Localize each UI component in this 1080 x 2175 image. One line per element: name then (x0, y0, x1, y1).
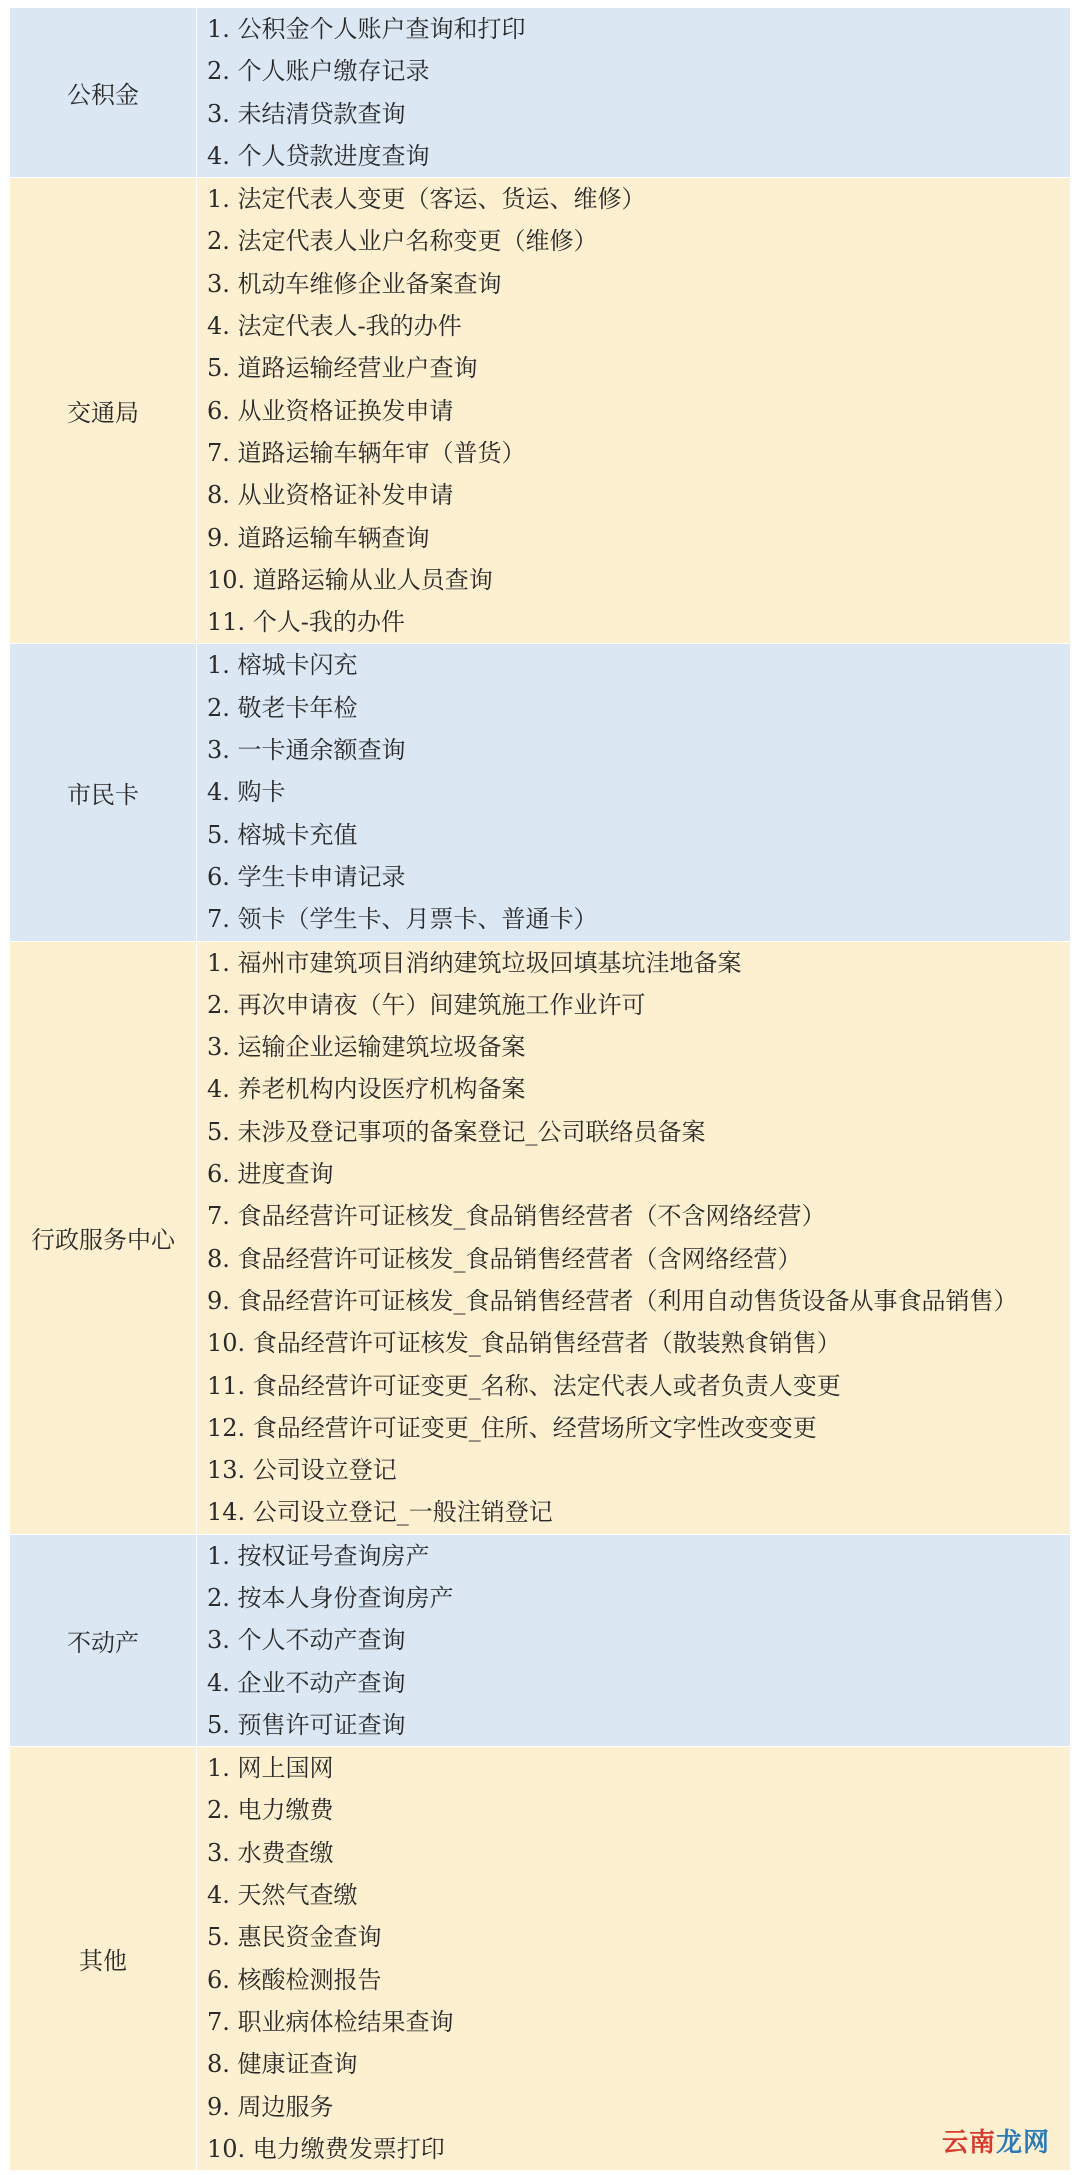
service-item: 2. 按本人身份查询房产 (207, 1583, 454, 1612)
service-item: 11. 食品经营许可证变更_名称、法定代表人或者负责人变更 (207, 1371, 841, 1400)
section-row (10, 1535, 1070, 1747)
service-item: 4. 养老机构内设医疗机构备案 (207, 1075, 526, 1104)
service-item: 4. 个人贷款进度查询 (207, 141, 430, 170)
service-list (197, 644, 1070, 940)
service-item: 3. 机动车维修企业备案查询 (207, 269, 502, 298)
service-list (197, 178, 1070, 643)
category-label: 不动产 (10, 1535, 197, 1746)
service-item: 5. 惠民资金查询 (207, 1923, 382, 1952)
section-row (10, 644, 1070, 941)
service-item: 11. 个人-我的办件 (207, 608, 405, 637)
section-row (10, 178, 1070, 644)
service-item: 4. 天然气查缴 (207, 1881, 358, 1910)
site-watermark (942, 2122, 1050, 2159)
services-table (10, 8, 1070, 2171)
service-item: 5. 道路运输经营业户查询 (207, 354, 478, 383)
service-item: 3. 水费查缴 (207, 1838, 334, 1867)
service-item: 10. 道路运输从业人员查询 (207, 565, 493, 594)
service-item: 5. 未涉及登记事项的备案登记_公司联络员备案 (207, 1117, 706, 1146)
service-item: 9. 食品经营许可证核发_食品销售经营者（利用自动售货设备从事食品销售） (207, 1286, 1018, 1315)
category-label: 公积金 (10, 8, 197, 177)
watermark-part2: 龙网 (995, 2128, 1050, 2158)
service-list (197, 1747, 1070, 2170)
service-item: 13. 公司设立登记 (207, 1456, 397, 1485)
watermark-part1: 云南 (941, 2128, 996, 2158)
service-item: 1. 福州市建筑项目消纳建筑垃圾回填基坑洼地备案 (207, 948, 742, 977)
category-label: 其他 (10, 1747, 197, 2170)
service-item: 3. 个人不动产查询 (207, 1626, 406, 1655)
service-item: 5. 预售许可证查询 (207, 1710, 406, 1739)
service-item: 3. 一卡通余额查询 (207, 736, 406, 765)
service-item: 10. 食品经营许可证核发_食品销售经营者（散装熟食销售） (207, 1329, 841, 1358)
service-list (197, 942, 1070, 1534)
service-item: 8. 食品经营许可证核发_食品销售经营者（含网络经营） (207, 1244, 802, 1273)
service-item: 6. 进度查询 (207, 1160, 334, 1189)
service-item: 7. 食品经营许可证核发_食品销售经营者（不含网络经营） (207, 1202, 826, 1231)
service-item: 10. 电力缴费发票打印 (207, 2134, 445, 2163)
service-item: 4. 法定代表人-我的办件 (207, 312, 462, 341)
service-item: 6. 从业资格证换发申请 (207, 396, 454, 425)
section-row (10, 1747, 1070, 2171)
section-row (10, 942, 1070, 1535)
service-item: 14. 公司设立登记_一般注销登记 (207, 1498, 553, 1527)
service-item: 1. 法定代表人变更（客运、货运、维修） (207, 185, 646, 214)
service-item: 4. 购卡 (207, 778, 286, 807)
service-list (197, 8, 1070, 177)
service-item: 9. 道路运输车辆查询 (207, 523, 430, 552)
service-item: 2. 法定代表人业户名称变更（维修） (207, 227, 598, 256)
service-item: 2. 敬老卡年检 (207, 693, 358, 722)
service-item: 8. 健康证查询 (207, 2050, 358, 2079)
service-item: 5. 榕城卡充值 (207, 820, 358, 849)
service-item: 2. 个人账户缴存记录 (207, 57, 430, 86)
category-label: 行政服务中心 (10, 942, 197, 1534)
service-item: 2. 电力缴费 (207, 1796, 334, 1825)
service-item: 1. 按权证号查询房产 (207, 1541, 430, 1570)
service-item: 6. 核酸检测报告 (207, 1965, 382, 1994)
service-item: 3. 运输企业运输建筑垃圾备案 (207, 1033, 526, 1062)
category-label: 交通局 (10, 178, 197, 643)
category-label: 市民卡 (10, 644, 197, 940)
service-item: 6. 学生卡申请记录 (207, 862, 406, 891)
service-item: 9. 周边服务 (207, 2092, 334, 2121)
service-item: 7. 道路运输车辆年审（普货） (207, 438, 526, 467)
service-item: 1. 网上国网 (207, 1754, 334, 1783)
service-item: 7. 领卡（学生卡、月票卡、普通卡） (207, 905, 598, 934)
service-item: 12. 食品经营许可证变更_住所、经营场所文字性改变变更 (207, 1413, 817, 1442)
service-item: 3. 未结清贷款查询 (207, 99, 406, 128)
service-item: 8. 从业资格证补发申请 (207, 481, 454, 510)
service-item: 1. 公积金个人账户查询和打印 (207, 15, 526, 43)
service-item: 4. 企业不动产查询 (207, 1668, 406, 1697)
section-row (10, 8, 1070, 178)
service-item: 7. 职业病体检结果查询 (207, 2007, 454, 2036)
service-list (197, 1535, 1070, 1746)
service-item: 2. 再次申请夜（午）间建筑施工作业许可 (207, 990, 646, 1019)
service-item: 1. 榕城卡闪充 (207, 651, 358, 680)
